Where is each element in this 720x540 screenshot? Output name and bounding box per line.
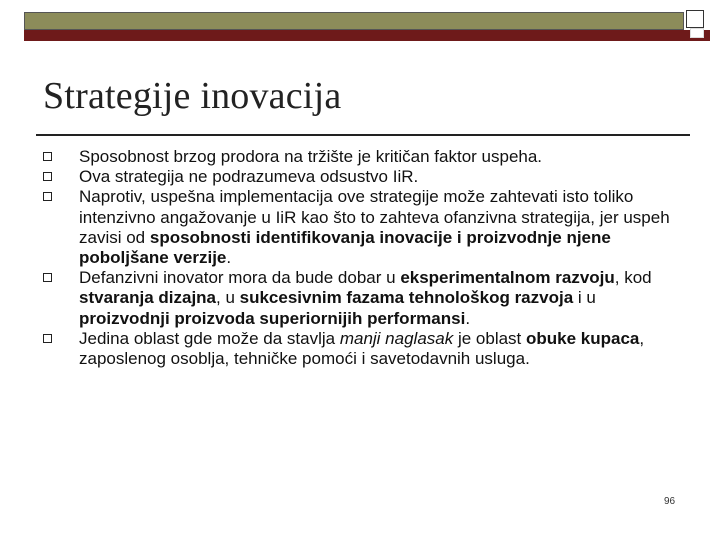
bullet-item [42,329,682,369]
bullet-box-icon [43,152,52,161]
slide-title: Strategije inovacija [43,75,342,117]
bullet-item [42,187,682,268]
corner-square-small-decoration [690,28,704,38]
bullet-text-run: , kod [614,268,652,288]
bullet-text-run: Naprotiv, uspešna implementacija ove strategije može zahtevati isto toliko intenzivno angažovanje u IiR kao što to zahteva ofanzivna strategija, jer uspeh zavisi od [79,187,670,247]
bullet-text-run: Jedina oblast gde može da stavlja [79,328,340,348]
bullet-text-run: stvaranja dizajna [79,288,217,308]
bullet-text-run: i u [573,288,596,308]
bullet-box-icon [43,273,52,282]
bullet-text-run: . [226,248,232,268]
bullet-text-run: Defanzivni inovator mora da bude dobar u [79,268,401,288]
bullet-item [42,167,682,187]
bullet-text-run: je oblast [453,328,526,348]
bullet-text-run: . [465,308,471,328]
bullet-box-icon [43,172,52,181]
bullet-text-run: Sposobnost brzog prodora na tržište je kritičan faktor uspeha. [79,147,543,166]
bullet-box-icon [43,192,52,201]
bullet-text-run: obuke kupaca [526,328,640,348]
bullet-text-run: sukcesivnim fazama tehnološkog razvoja [239,288,574,308]
bullet-text-run: proizvodnji proizvoda superiornijih performansi [79,308,466,328]
bullet-text-run: , u [216,288,240,308]
bullet-item [42,268,682,329]
bullet-text-run: eksperimentalnom razvoju [400,268,615,288]
page-number: 96 [664,496,676,507]
bullet-item [42,147,682,167]
header-maroon-bar [24,30,710,41]
bullet-text-run: sposobnosti identifikovanja inovacije i proizvodnje njene poboljšane verzije [79,227,611,268]
bullet-text-run: , zaposlenog osoblja, tehničke pomoći i savetodavnih usluga. [79,328,645,369]
header-olive-bar [24,12,684,30]
bullet-text-run: Ova strategija ne podrazumeva odsustvo IiR. [79,167,419,187]
bullet-list [42,147,682,369]
corner-square-decoration [686,10,704,28]
bullet-box-icon [43,334,52,343]
title-underline [36,134,690,136]
bullet-text-run: manji naglasak [339,328,454,348]
